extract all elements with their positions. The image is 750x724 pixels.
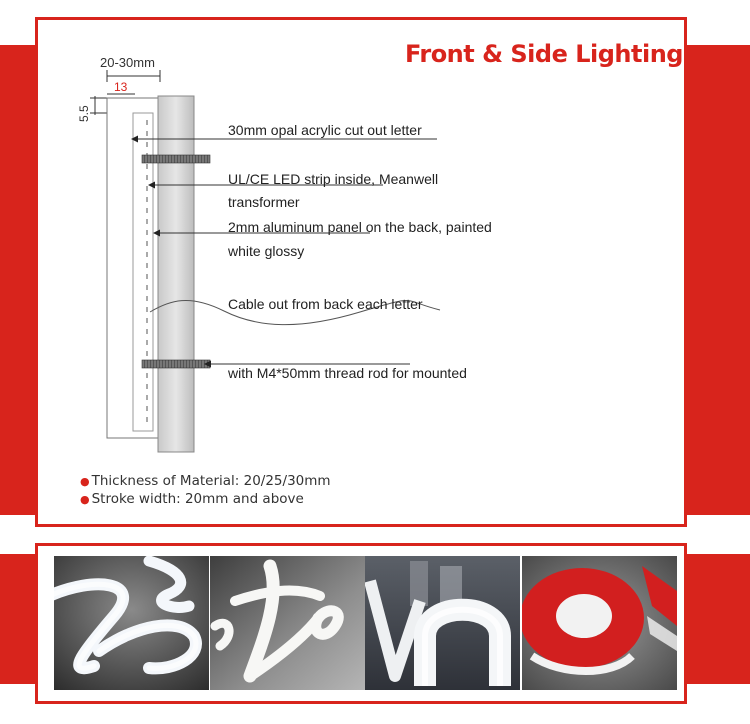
photo-red-face-lit-letters	[522, 556, 677, 690]
callout-led-strip: UL/CE LED strip inside, Meanwell	[228, 171, 439, 187]
dimension-edge	[77, 96, 107, 122]
bullet-icon: ●	[80, 493, 90, 506]
spec-thickness: Thickness of Material: 20/25/30mm	[91, 473, 331, 489]
bullet-icon: ●	[80, 475, 90, 488]
spec-stroke: Stroke width: 20mm and above	[91, 491, 304, 507]
photo-neon-script-letters	[54, 556, 209, 690]
photo-led-cursive-letters	[210, 556, 365, 690]
page-title: Front & Side Lighting	[405, 40, 683, 68]
aluminum-panel	[158, 96, 194, 452]
callout-thread-rod: with M4*50mm thread rod for mounted	[228, 365, 467, 381]
dimension-overall-label: 20-30mm	[100, 55, 155, 70]
callout-white-glossy: white glossy	[228, 243, 305, 259]
callout-transformer: transformer	[228, 194, 300, 210]
thread-rod-top	[142, 155, 210, 163]
dimension-overall	[100, 55, 160, 82]
spec-item	[80, 490, 331, 508]
dimension-inner-label: 13	[114, 80, 128, 94]
callout-aluminum-panel: 2mm aluminum panel on the back, painted	[228, 219, 492, 235]
thread-rod-bottom	[142, 360, 210, 368]
dimension-inner	[107, 80, 135, 94]
spec-list	[80, 472, 331, 508]
callout-acrylic: 30mm opal acrylic cut out letter	[228, 122, 422, 138]
photo-acrylic-letters	[365, 556, 520, 690]
spec-item	[80, 472, 331, 490]
dimension-edge-label: 5.5	[77, 105, 91, 122]
callout-cable: Cable out from back each letter	[228, 296, 423, 312]
